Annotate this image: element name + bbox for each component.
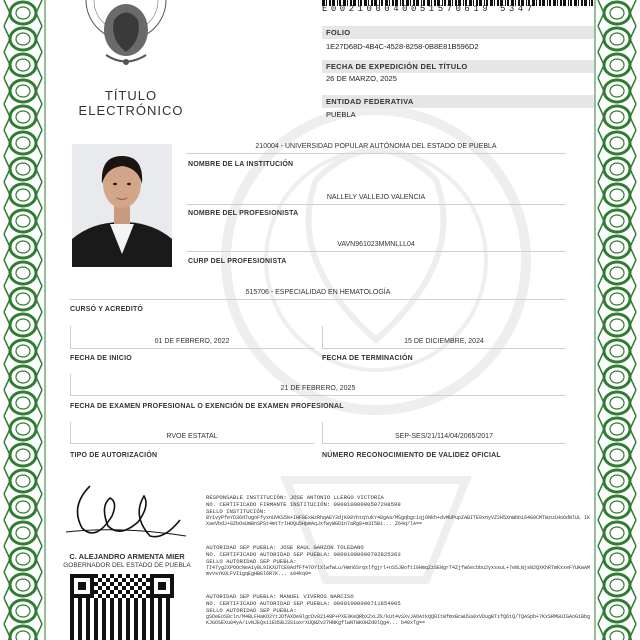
stamp-line: SELLO AUTORIDAD SEP PUEBLA: (206, 558, 297, 565)
stamp-line: AUTORIDAD SEP PUEBLA: JOSE RAUL GARZON TOLEDANO (206, 544, 364, 551)
professional-photo (72, 144, 172, 267)
program-label: CURSÓ Y ACREDITÓ (70, 306, 144, 313)
signer-name: C. ALEJANDRO ARMENTA MIER (69, 552, 185, 561)
state-value: PUEBLA (326, 110, 356, 119)
qr-code-icon[interactable] (70, 574, 174, 640)
stamp-hash: BY1vyPfeYD36d7ugoFfyxnUVKS5N+IHF8ExWzRhqAEY3djK08YbtqYukY48gAa/MSgqbgc1qj0Nkh+dvMUPupZABITE0xnyVZ2H5XnWbbi64G0CMTWzu1HoOdNlUL IKXaeVbdJ+8ZbOsUmBnSPSt4mtTrlHOQu5HpmAqJxfwyWGD1n7aRg8+m3I5Bi... Z64q/lA== (206, 515, 591, 527)
divider (70, 374, 71, 396)
curp-value: VAVN961023MMNLLL04 (186, 241, 566, 252)
stamp-line: AUTORIDAD SEP PUEBLA: MANUEL VIVEROS NARCISO (206, 593, 354, 600)
recognition-number-label: NÚMERO RECONOCIMIENTO DE VALIDEZ OFICIAL (322, 452, 501, 459)
stamp-line: RESPONSABLE INSTITUCIÓN: JOSE ANTONIO LLERGO VICTORIA (206, 494, 384, 501)
exam-date-label: FECHA DE EXAMEN PROFESIONAL O EXENCIÓN DE EXAMEN PROFESIONAL (70, 403, 344, 410)
divider (70, 422, 71, 444)
issue-date-label: FECHA DE EXPEDICIÓN DEL TÍTULO (322, 60, 594, 73)
stamp-line: NO. CERTIFICADO AUTORIDAD SEP PUEBLA: 00001000000702825363 (206, 551, 401, 558)
program-value: 515706 - ESPECIALIDAD EN HEMATOLOGÍA (70, 289, 566, 300)
folio-value: 1E27D68D-4B4C-4528-8258-0B8E81B596D2 (326, 42, 479, 51)
authorization-type-label: TIPO DE AUTORIZACIÓN (70, 452, 158, 459)
start-date-label: FECHA DE INICIO (70, 355, 132, 362)
divider (322, 422, 323, 444)
exam-date-value: 21 DE FEBRERO, 2025 (70, 385, 566, 396)
title-line-2: ELECTRÓNICO (78, 103, 184, 118)
folio-label: FOLIO (322, 26, 594, 39)
stamp-hash: TI4Tyg2XPOOcNeA1yBL9IKXUTCE0AdfFf47OYlXlwfwLu/Hmn6Srqxlfgjrl+nS5JBoftI0HmqZzSENgrT4Zjfw6ecbbu2yxssuL+7eNLNjsN2QXKhRTmKxxeFYUKwAMmvVsYKOLFVI1gqEgHBGl6R7K... s94kq0= (206, 565, 591, 577)
stamp-hash: gSDeEoS8cln/M4BLFHaKO2YtJOfAXOe9lgcDv82148P+PXE3KeQRbXZxLZk/kUt4vSXvJAOAtkQQ0ItWfmxBcwUSa0xVDugBTifQ6tQ/TQASpb+7KxSRMGUIGAoG1BbgKJGOSEXu84yA/ivNJEQsiiEdSBJ3S1axrXUQWZv27HNKgflwNTWKOHZd0lQg4... b40xTg== (206, 614, 591, 626)
start-date-value: 01 DE FEBRERO, 2022 (70, 338, 314, 349)
professional-name-value: NALLELY VALLEJO VALENCIA (186, 194, 566, 205)
mexican-coat-of-arms-seal-icon (76, 0, 176, 80)
institution-stamp (206, 494, 592, 527)
title-line-1: TÍTULO (104, 88, 158, 103)
authority-stamp-2 (206, 593, 592, 626)
end-date-label: FECHA DE TERMINACIÓN (322, 355, 413, 362)
institution-label: NOMBRE DE LA INSTITUCIÓN (188, 161, 294, 168)
barcode-number: E002100040051570619 5347 (322, 4, 536, 14)
institution-value: 210004 - UNIVERSIDAD POPULAR AUTÓNOMA DEL ESTADO DE PUEBLA (186, 143, 566, 154)
stamp-line: SELLO INSTITUCIÓN: (206, 508, 267, 515)
professional-name-label: NOMBRE DEL PROFESIONISTA (188, 210, 299, 217)
stamp-line: NO. CERTIFICADO FIRMANTE INSTITUCIÓN: 00001000000507298599 (206, 501, 401, 508)
electronic-title-heading (66, 88, 196, 118)
authorization-type-value: RVOE ESTATAL (70, 433, 314, 444)
signer-role: GOBERNADOR DEL ESTADO DE PUEBLA (63, 562, 191, 569)
divider (322, 326, 323, 348)
issue-date-value: 26 DE MARZO, 2025 (326, 74, 397, 83)
right-decorative-border (594, 0, 640, 640)
divider (70, 326, 71, 348)
stamp-line: NO. CERTIFICADO AUTORIDAD SEP PUEBLA: 00001000000711854905 (206, 600, 401, 607)
recognition-number-value: SEP-SES/21/114/04/2065/2017 (322, 433, 566, 444)
left-decorative-border (0, 0, 46, 640)
state-label: ENTIDAD FEDERATIVA (322, 95, 594, 108)
end-date-value: 15 DE DICIEMBRE, 2024 (322, 338, 566, 349)
authority-stamp-1 (206, 544, 592, 577)
certificate-sheet (46, 0, 594, 640)
stamp-line: SELLO AUTORIDAD SEP PUEBLA: (206, 607, 297, 614)
signature-icon (60, 476, 190, 548)
curp-label: CURP DEL PROFESIONISTA (188, 258, 287, 265)
